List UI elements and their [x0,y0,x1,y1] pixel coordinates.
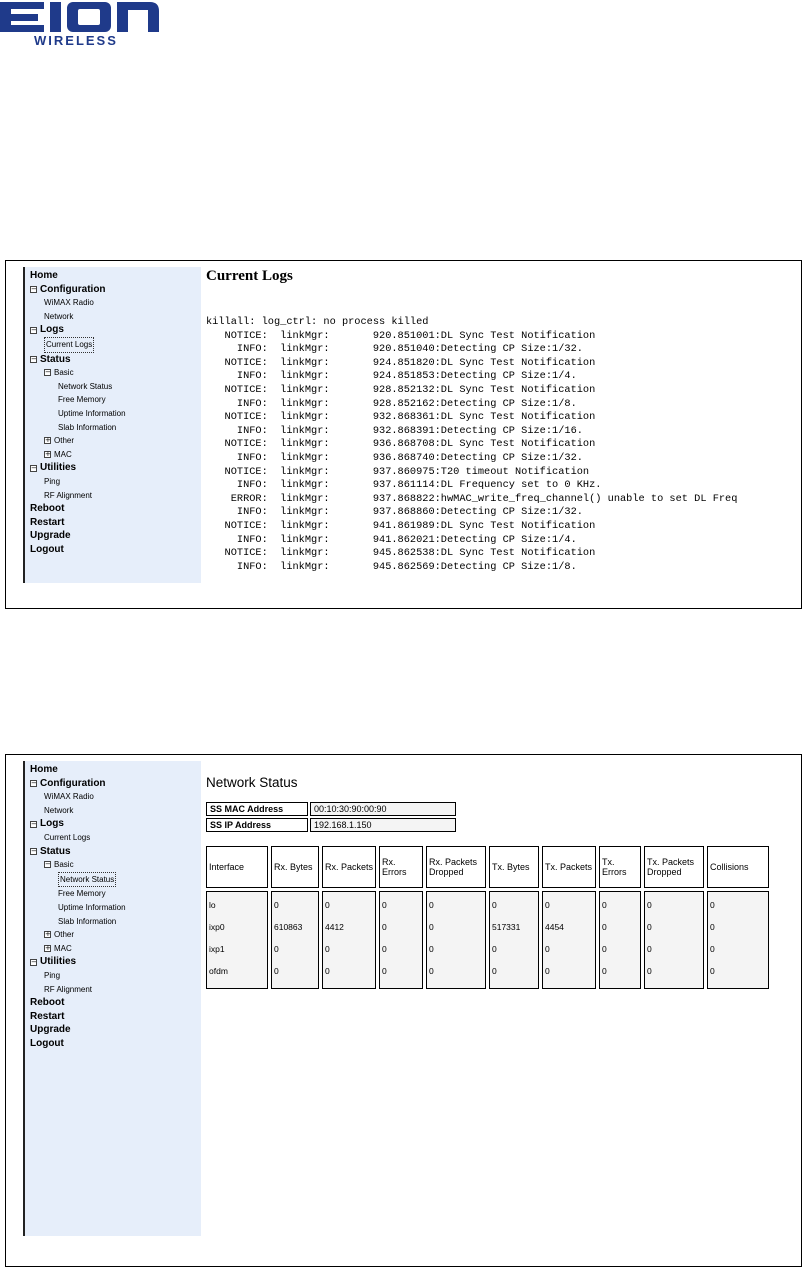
nav-wimax-radio[interactable]: WiMAX Radio [44,792,94,802]
eion-logo-mark [0,0,170,34]
table-cell-value: ixp1 [209,944,225,954]
table-cell-value: 0 [545,944,550,954]
table-column-cell [489,891,539,989]
table-column-cell [426,891,486,989]
nav-other-label: Other [54,930,75,940]
nav-status-label: Status [40,845,71,857]
ss-ip-value: 192.168.1.150 [310,818,456,832]
table-cell-value: 0 [647,944,652,954]
nav-uptime-information[interactable]: Uptime Information [58,902,126,912]
column-header: Rx. Errors [379,846,423,888]
table-cell-value: 0 [710,900,715,910]
ss-mac-row [206,802,456,816]
nav-status[interactable] [30,353,201,367]
table-cell-value: 0 [325,966,330,976]
table-cell-value: 0 [382,966,387,976]
table-header-row [206,846,769,888]
nav-mac[interactable] [30,448,201,462]
table-cell-value: 4454 [545,922,564,932]
table-cell-value: 0 [382,922,387,932]
column-header: Tx. Packets Dropped [644,846,704,888]
logo-wireless-text: WIRELESS [34,33,118,48]
nav-uptime-information[interactable]: Uptime Information [58,408,126,418]
nav-basic-label: Basic [54,860,74,870]
nav-status[interactable] [30,845,201,859]
nav-logout[interactable]: Logout [30,1037,64,1049]
table-cell-value: 0 [274,966,279,976]
table-column-cell [379,891,423,989]
table-column-cell [599,891,641,989]
nav-utilities[interactable] [30,461,201,475]
table-cell-value: 0 [602,922,607,932]
nav-rf-alignment[interactable]: RF Alignment [44,490,93,500]
table-cell-value: 0 [545,900,550,910]
nav-other-label: Other [54,436,75,446]
nav-current-logs[interactable] [30,337,201,353]
ss-mac-label: SS MAC Address [206,802,308,816]
nav-configuration-label: Configuration [40,777,106,789]
nav-configuration[interactable] [30,777,201,791]
nav-upgrade[interactable]: Upgrade [30,1024,71,1036]
table-column-cell [322,891,376,989]
table-cell-value: 0 [602,900,607,910]
network-status-content [206,761,797,992]
nav-mac-label: MAC [54,943,72,953]
table-column-cell [707,891,769,989]
table-cell-value: 0 [429,966,434,976]
collapse-icon[interactable]: − [31,846,37,855]
table-cell-value: 0 [274,944,279,954]
table-cell-value: 0 [382,900,387,910]
table-cell-value: 0 [647,900,652,910]
nav-slab-information[interactable]: Slab Information [58,916,117,926]
current-logs-screenshot [5,260,802,609]
log-output: killall: log_ctrl: no process killed NOTICE: linkMgr: 920.851001:DL Sync Test Notification INFO: linkMgr: 920.851040:Detecting CP Size:1/32. NOTICE: linkMgr: 924.851820:DL Sync Test Notification INFO: linkMgr: 924.851853:Detecting CP Size:1/4. NOTICE: linkMgr: 928.852132:DL Sync Test Notification INFO: linkMgr: 928.852162:Detecting CP Size:1/8. NOTICE: linkMgr: 932.868361:DL Sync Test Notification INFO: linkMgr: 932.868391:Detecting CP Size:1/16. NOTICE: linkMgr: 936.868708:DL Sync Test Notification INFO: linkMgr: 936.868740:Detecting CP Size:1/32. NOTICE: linkMgr: 937.860975:T20 timeout Notification INFO: linkMgr: 937.861114:DL Frequency set to 0 KHz. ERROR: linkMgr: 937.868822:hwMAC_write_freq_channel() unable to set DL Freq INFO: linkMgr: 937.868860:Detecting CP Size:1/32. NOTICE: linkMgr: 941.861989:DL Sync Test Notification INFO: linkMgr: 941.862021:Detecting CP Size:1/4. NOTICE: linkMgr: 945.862538:DL Sync Test Notification INFO: linkMgr: 945.862569:Detecting CP Size:1/8. [206,316,738,573]
nav-other[interactable] [30,434,201,448]
nav-rf-alignment[interactable]: RF Alignment [44,984,93,994]
table-body-row [206,891,769,989]
collapse-icon[interactable]: − [31,284,37,293]
collapse-icon[interactable]: − [45,860,51,869]
column-header: Collisions [707,846,769,888]
nav-slab-information[interactable]: Slab Information [58,422,117,432]
table-cell-value: 0 [429,944,434,954]
page-title: Network Status [206,775,298,790]
table-cell-value: 610863 [274,922,303,932]
nav-upgrade[interactable]: Upgrade [30,530,71,542]
table-cell-value: 0 [545,966,550,976]
ss-ip-label: SS IP Address [206,818,308,832]
nav-status-label: Status [40,353,71,365]
table-cell-value: 0 [325,900,330,910]
table-column-cell [271,891,319,989]
table-cell-value: 0 [492,900,497,910]
nav-free-memory[interactable]: Free Memory [58,889,106,899]
nav-basic[interactable] [30,366,201,380]
nav-mac-label: MAC [54,449,72,459]
nav-ping[interactable]: Ping [44,476,61,486]
ss-info-table [204,800,458,834]
nav-network-status[interactable] [30,872,201,888]
table-cell-value: 0 [325,944,330,954]
collapse-icon[interactable]: − [31,354,37,363]
nav-restart[interactable]: Restart [30,516,65,528]
table-cell-value: 0 [492,944,497,954]
nav-logs[interactable] [30,817,201,831]
table-cell-value: 0 [710,944,715,954]
nav-network[interactable]: Network [44,805,74,815]
collapse-icon[interactable]: − [31,325,37,334]
nav-logs-label: Logs [40,324,64,336]
interface-stats-table [203,843,772,992]
nav-wimax-radio[interactable]: WiMAX Radio [44,298,94,308]
network-status-screenshot [5,754,802,1267]
table-cell-value: 0 [710,966,715,976]
nav-reboot[interactable]: Reboot [30,997,65,1009]
nav-home[interactable]: Home [30,270,58,281]
nav-utilities-label: Utilities [40,956,77,968]
nav-basic[interactable] [30,858,201,872]
expand-icon[interactable]: + [45,450,51,459]
table-cell-value: ixp0 [209,922,225,932]
table-cell-value: 0 [429,900,434,910]
nav-logs[interactable] [30,323,201,337]
table-cell-value: ofdm [209,966,228,976]
table-cell-value: 0 [602,944,607,954]
nav-network-status-label: Network Status [58,872,116,888]
table-cell-value: 0 [382,944,387,954]
nav-home[interactable]: Home [30,764,58,775]
collapse-icon[interactable]: − [31,463,37,472]
eion-wireless-logo [0,0,170,50]
nav-utilities-label: Utilities [40,462,77,474]
ss-mac-value: 00:10:30:90:00:90 [310,802,456,816]
nav-restart[interactable]: Restart [30,1010,65,1022]
table-cell-value: 517331 [492,922,521,932]
table-column-cell [542,891,596,989]
nav-other[interactable] [30,928,201,942]
column-header: Rx. Packets [322,846,376,888]
collapse-icon[interactable]: − [31,957,37,966]
column-header: Rx. Packets Dropped [426,846,486,888]
column-header: Tx. Errors [599,846,641,888]
column-header: Interface [206,846,268,888]
nav-network[interactable]: Network [44,311,74,321]
table-cell-value: 0 [492,966,497,976]
collapse-icon[interactable]: − [31,778,37,787]
table-cell-value: 0 [647,922,652,932]
column-header: Rx. Bytes [271,846,319,888]
nav-utilities[interactable] [30,955,201,969]
table-cell-value: 0 [710,922,715,932]
table-column-cell [644,891,704,989]
page-title: Current Logs [206,268,293,284]
nav-ping[interactable]: Ping [44,970,61,980]
table-cell-value: 0 [274,900,279,910]
table-cell-value: 0 [429,922,434,932]
expand-icon[interactable]: + [45,944,51,953]
column-header: Tx. Bytes [489,846,539,888]
table-cell-value: lo [209,900,216,910]
nav-mac[interactable] [30,942,201,956]
nav-configuration-label: Configuration [40,283,106,295]
column-header: Tx. Packets [542,846,596,888]
nav-free-memory[interactable]: Free Memory [58,395,106,405]
expand-icon[interactable]: + [45,930,51,939]
collapse-icon[interactable]: − [31,819,37,828]
table-column-cell [206,891,268,989]
logs-content [206,267,797,574]
table-cell-value: 4412 [325,922,344,932]
ss-ip-row [206,818,456,832]
expand-icon[interactable]: + [45,436,51,445]
table-cell-value: 0 [602,966,607,976]
nav-logout[interactable]: Logout [30,543,64,555]
nav-network-status[interactable]: Network Status [58,381,113,391]
collapse-icon[interactable]: − [45,368,51,377]
nav-current-logs[interactable]: Current Logs [44,832,91,842]
nav-sidebar [23,267,201,583]
table-cell-value: 0 [647,966,652,976]
nav-current-logs-label: Current Logs [44,337,94,353]
nav-logs-label: Logs [40,818,64,830]
nav-sidebar [23,761,201,1236]
nav-basic-label: Basic [54,368,74,378]
nav-configuration[interactable] [30,283,201,297]
nav-reboot[interactable]: Reboot [30,503,65,515]
